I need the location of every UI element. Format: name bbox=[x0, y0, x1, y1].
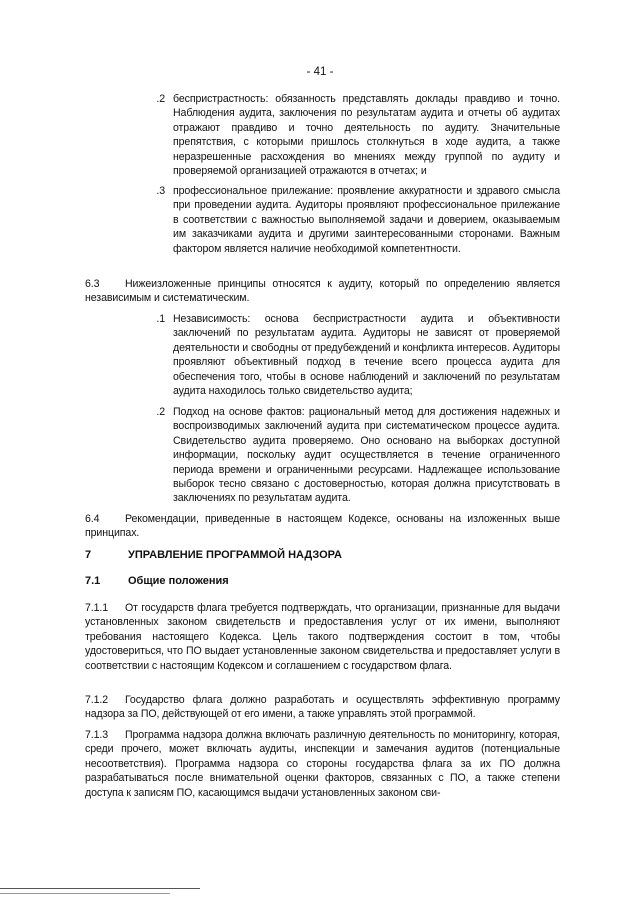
section-title: Общие положения bbox=[128, 575, 229, 587]
list-item-number: .3 bbox=[156, 185, 165, 197]
paragraph-7-1-3 bbox=[85, 728, 560, 800]
section-title: УПРАВЛЕНИЕ ПРОГРАММОЙ НАДЗОРА bbox=[128, 549, 342, 561]
paragraph-number: 7.1.2 bbox=[85, 694, 109, 706]
section-7-heading bbox=[85, 548, 560, 562]
list-item-independence bbox=[125, 312, 560, 398]
paragraph-text: Государство флага должно разработать и осуществлять эффективную программу надзора за ПО, действующей от его имени, а также управлять этой программой. bbox=[85, 694, 560, 721]
paragraph-number: 7.1.1 bbox=[85, 602, 109, 614]
page-number: - 41 - bbox=[306, 66, 334, 78]
paragraph-number: 7.1.3 bbox=[85, 729, 109, 741]
paragraph-7-1-1 bbox=[85, 601, 560, 673]
list-item-evidence-based bbox=[125, 405, 560, 506]
list-item-number: .2 bbox=[156, 406, 165, 418]
list-item-text: беспристрастность: обязанность представлять доклады правдиво и точно. Наблюдения аудита, заключения по результатам аудита и отчеты об аудитах отражают правдиво и точно деятельность по аудиту. Значительные препятствия, с которыми пришлось столкнуться в ходе аудита, а также неразрешенные расхождения во мнениях между группой по аудиту и проверяемой организацией отражаются в отчетах; и bbox=[173, 93, 560, 178]
footer-rule bbox=[0, 888, 200, 889]
section-number: 7 bbox=[85, 549, 92, 561]
list-item-professional-care bbox=[125, 184, 560, 256]
paragraph-number: 6.3 bbox=[85, 278, 100, 290]
paragraph-number: 6.4 bbox=[85, 513, 100, 525]
paragraph-6-4 bbox=[85, 512, 560, 541]
paragraph-text: Нижеизложенные принципы относятся к аудиту, который по определению является независимым и систематическим. bbox=[85, 278, 560, 305]
list-item-text: профессиональное прилежание: проявление аккуратности и здравого смысла при проведении аудита. Аудиторы проявляют профессиональное прилежание в соответствии с важностью выполняемой задачи и доверием, оказываемым им заказчиками аудита и другими заинтересованными сторонами. Важным фактором является наличие необходимой компетентности. bbox=[173, 185, 560, 255]
paragraph-7-1-2 bbox=[85, 693, 560, 722]
list-item-text: Подход на основе фактов: рациональный метод для достижения надежных и воспроизводимых заключений аудита при систематическом процессе аудита. Свидетельство аудита проверяемо. Оно основано на выборках доступной информации, поскольку аудит осуществляется в течение ограниченного периода времени и ограниченными ресурсами. Надлежащее использование выборок тесно связано с достоверностью, которая должна присутствовать в заключениях по результатам аудита. bbox=[173, 406, 560, 505]
list-item-impartiality bbox=[125, 92, 560, 178]
list-item-text: Независимость: основа беспристрастности аудита и объективности заключений по результатам аудита. Аудиторы не зависят от проверяемой деятельности и свободны от предубеждений и конфликта интересов. Аудиторы проявляют объективный подход в течение всего процесса аудита для обеспечения того, чтобы в основе наблюдений и заключений по результатам аудита находилось только свидетельство аудита; bbox=[173, 313, 560, 398]
footer-rule-secondary bbox=[0, 893, 170, 894]
paragraph-text: Программа надзора должна включать различную деятельность по мониторингу, которая, среди прочего, может включать аудиты, инспекции и замечания аудитов (потенциальные несоответствия). Программа надзора со стороны государства флага за их ПО должна разрабатываться после внимательной оценки факторов, связанных с ПО, а также степени доступа к записям ПО, касающимся выдачи установленных законом сви- bbox=[85, 729, 560, 799]
paragraph-6-3 bbox=[85, 277, 560, 306]
paragraph-text: Рекомендации, приведенные в настоящем Кодексе, основаны на изложенных выше принципах. bbox=[85, 513, 560, 540]
paragraph-text: От государств флага требуется подтверждать, что организации, признанные для выдачи установленных законом свидетельств и предоставления услуг от их имени, выполняют требования настоящего Кодекса. Цель такого подтверждения состоит в том, чтобы удостовериться, что ПО выдает установленные законом свидетельства и предоставляет услуги в соответствии с настоящим Кодексом и соглашением с государством флага. bbox=[85, 602, 560, 672]
section-number: 7.1 bbox=[85, 575, 101, 587]
section-7-1-heading bbox=[85, 574, 560, 588]
list-item-number: .2 bbox=[156, 93, 165, 105]
list-item-number: .1 bbox=[156, 313, 165, 325]
